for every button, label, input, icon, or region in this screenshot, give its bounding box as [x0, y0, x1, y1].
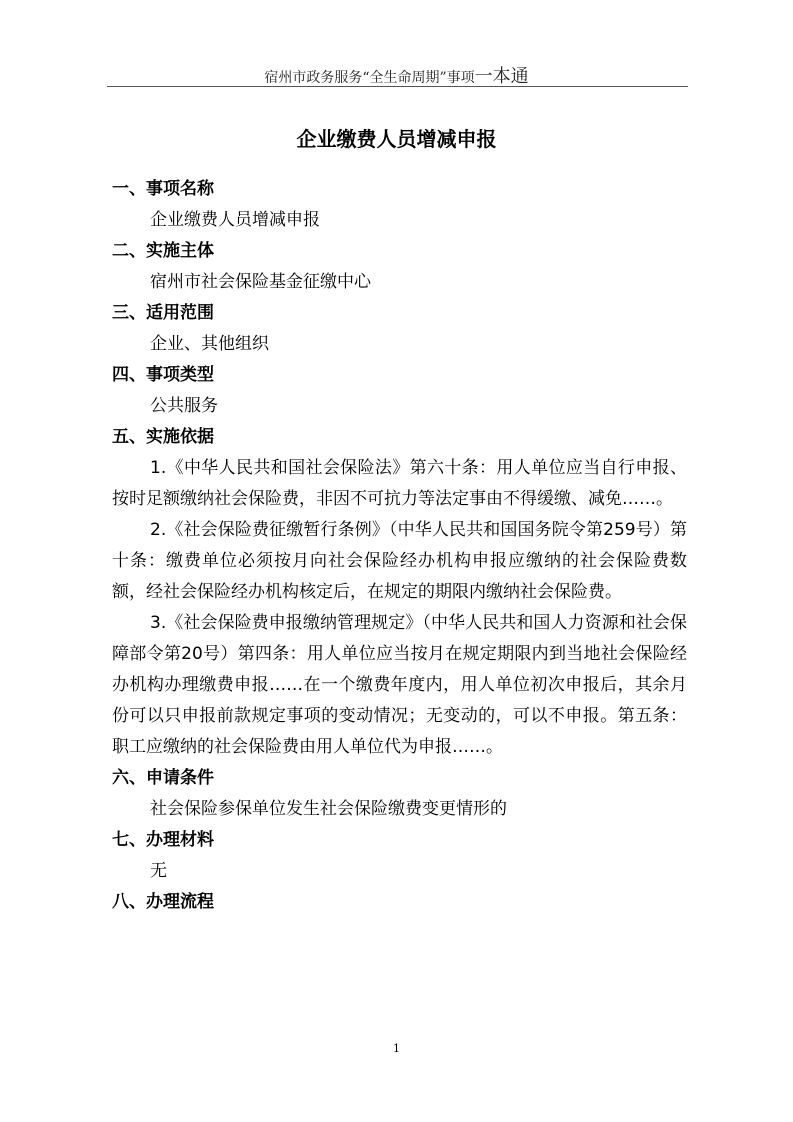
- header-rule: [107, 86, 688, 87]
- document-header: [0, 62, 793, 88]
- section-heading-implementer: 二、实施主体: [112, 241, 214, 261]
- section-heading-process: 八、办理流程: [112, 892, 214, 912]
- section-body-materials: 无: [150, 861, 167, 881]
- section-body-item-name: 企业缴费人员增减申报: [150, 210, 320, 230]
- legal-basis-paragraph-2: 2.《社会保险费征缴暂行条例》（中华人民共和国国务院令第259号）第十条：缴费单位必须按月向社会保险经办机构申报应缴纳的社会保险费数额，经社会保险经办机构核定后，在规定的期限内缴纳社会保险费。: [112, 520, 687, 602]
- legal-basis-paragraph-3: 3.《社会保险费申报缴纳管理规定》（中华人民共和国人力资源和社会保障部令第20号）第四条：用人单位应当按月在规定期限内到当地社会保险经办机构办理缴费申报……在一个缴费年度内，用人单位初次申报后，其余月份可以只申报前款规定事项的变动情况；无变动的，可以不申报。第五条：职工应缴纳的社会保险费由用人单位代为申报……。: [112, 613, 687, 757]
- document-body: [112, 174, 687, 918]
- legal-basis-paragraph-1: 1.《中华人民共和国社会保险法》第六十条：用人单位应当自行申报、按时足额缴纳社会保险费，非因不可抗力等法定事由不得缓缴、减免……。: [112, 458, 687, 509]
- section-body-scope: 企业、其他组织: [150, 334, 269, 354]
- section-heading-legal-basis: 五、实施依据: [112, 427, 214, 447]
- section-heading-item-name: 一、事项名称: [112, 179, 214, 199]
- section-heading-item-type: 四、事项类型: [112, 365, 214, 385]
- section-body-conditions: 社会保险参保单位发生社会保险缴费变更情形的: [150, 799, 507, 819]
- section-heading-scope: 三、适用范围: [112, 303, 214, 323]
- document-title: 企业缴费人员增减申报: [296, 127, 497, 151]
- header-prefix: 宿州市政务服务“全生命周期”事项: [264, 70, 475, 86]
- section-heading-conditions: 六、申请条件: [112, 768, 214, 788]
- section-body-item-type: 公共服务: [150, 396, 218, 416]
- section-heading-materials: 七、办理材料: [112, 830, 214, 850]
- header-suffix: 一本通: [474, 66, 529, 87]
- section-body-implementer: 宿州市社会保险基金征缴中心: [150, 272, 371, 292]
- page-number: 1: [393, 1042, 400, 1055]
